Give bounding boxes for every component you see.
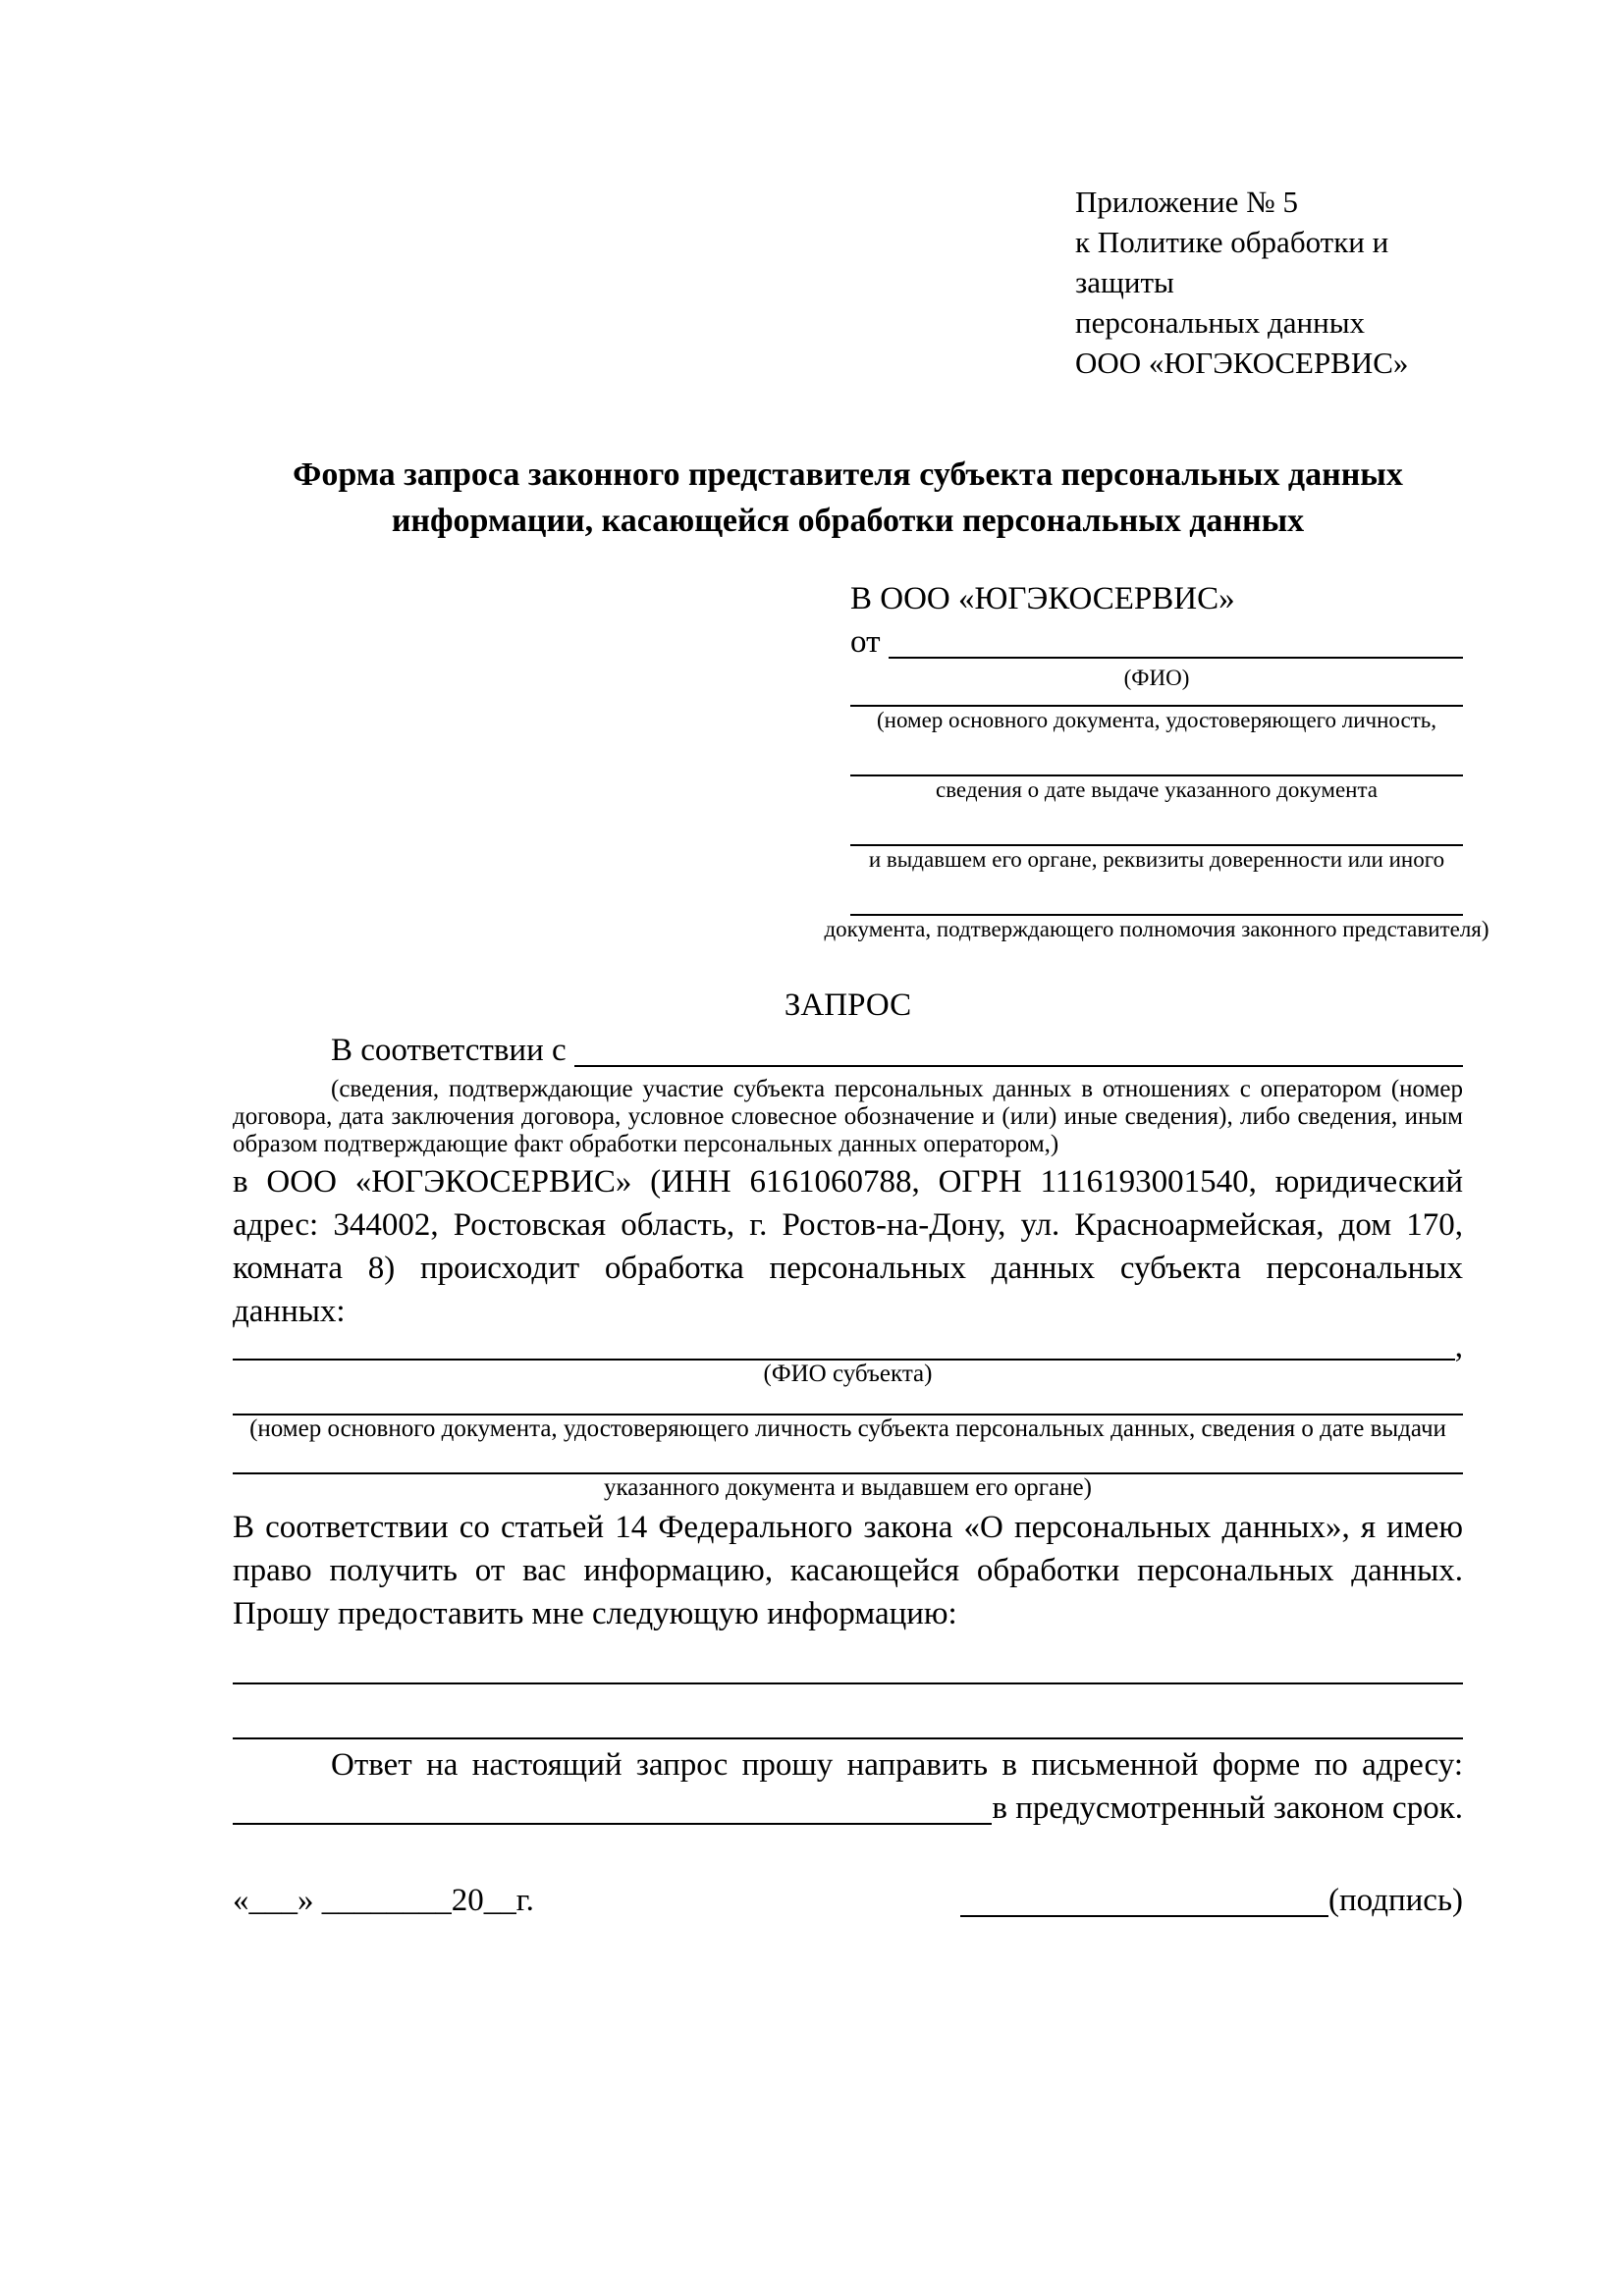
appendix-header-line-1: Приложение № 5	[1075, 185, 1298, 219]
intro-label: В соответствии с	[331, 1033, 567, 1068]
subject-document-caption-line1: (номер основного документа, удостоверяющего личность субъекта персональных данных, сведения о дате выдачи	[249, 1415, 1446, 1442]
doc-number-caption: (номер основного документа, удостоверяющего личность,	[876, 708, 1436, 732]
reply-paragraph-line1: Ответ на настоящий запрос прошу направить в письменной форме по адресу:	[331, 1747, 1463, 1783]
intro-line	[233, 1029, 1463, 1072]
issuing-authority-caption: и выдавшем его органе, реквизиты доверенности или иного	[868, 847, 1445, 872]
request-heading: ЗАПРОС	[784, 988, 912, 1023]
subject-document-caption-line2: указанного документа и выдавшем его органе)	[604, 1474, 1092, 1501]
fio-subject-caption: (ФИО субъекта)	[763, 1361, 933, 1387]
blank-line-issue-date	[850, 733, 1463, 776]
reply-address-blank-line	[233, 1823, 992, 1825]
signature-blank-line	[960, 1915, 1328, 1917]
from-label: от	[850, 624, 881, 660]
reply-address-line	[233, 1787, 1463, 1830]
subject-fio-line	[233, 1329, 1463, 1364]
intro-caption: (сведения, подтверждающие участие субъекта персональных данных в отношениях с оператором (номер договора, дата заключения договора, условное словесное обозначение и (или) иные сведения), либо сведения, иным образом подтверждающие факт обработки персональных данных оператором,)	[233, 1076, 1463, 1157]
document-title	[233, 452, 1463, 544]
document-title-line2: информации, касающейся обработки персональных данных	[391, 503, 1305, 539]
blank-line-requested-info-2	[233, 1684, 1463, 1739]
intro-blank-line	[574, 1065, 1463, 1067]
footer-row	[233, 1879, 1463, 1922]
from-line	[850, 620, 1463, 664]
addressee-to: В ООО «ЮГЭКОСЕРВИС»	[850, 581, 1235, 616]
appendix-header-line-3: персональных данных	[1075, 305, 1366, 340]
addressee-block	[824, 577, 1489, 942]
law-paragraph: В соответствии со статьей 14 Федерального закона «О персональных данных», я имею право получить от вас информацию, касающейся обработки персональных данных. Прошу предоставить мне следующую информацию:	[233, 1510, 1463, 1631]
operator-paragraph: в ООО «ЮГЭКОСЕРВИС» (ИНН 6161060788, ОГРН 1116193001540, юридический адрес: 344002, Ростовская область, г. Ростов-на-Дону, ул. Красноармейская, дом 170, комната 8) происходит обработка персональных данных субъекта персональных данных:	[233, 1164, 1463, 1329]
blank-line-authority-document	[850, 873, 1463, 916]
authority-document-caption: документа, подтверждающего полномочия законного представителя)	[824, 917, 1489, 941]
appendix-header	[1075, 182, 1463, 383]
date-field: «___» ________20__г.	[233, 1883, 534, 1918]
fio-caption: (ФИО)	[1123, 666, 1190, 690]
signature-caption: (подпись)	[1328, 1883, 1463, 1918]
appendix-header-line-2: к Политике обработки и защиты	[1075, 225, 1389, 299]
blank-line-requested-info-1	[233, 1635, 1463, 1684]
signature-block	[960, 1879, 1463, 1922]
issue-date-caption: сведения о дате выдаче указанного документа	[935, 777, 1379, 802]
reply-line-suffix: в предусмотренный законом срок.	[992, 1790, 1463, 1826]
blank-line-doc-number	[850, 691, 1463, 707]
appendix-header-line-4: ООО «ЮГЭКОСЕРВИС»	[1075, 346, 1409, 380]
document-title-line1: Форма запроса законного представителя субъекта персональных данных	[293, 456, 1403, 493]
subject-fio-line-comma: ,	[1454, 1329, 1463, 1364]
blank-line-subject-document-2	[233, 1443, 1463, 1474]
blank-line-subject-document	[233, 1388, 1463, 1415]
from-blank-line	[889, 657, 1464, 659]
blank-line-issuing-authority	[850, 803, 1463, 846]
